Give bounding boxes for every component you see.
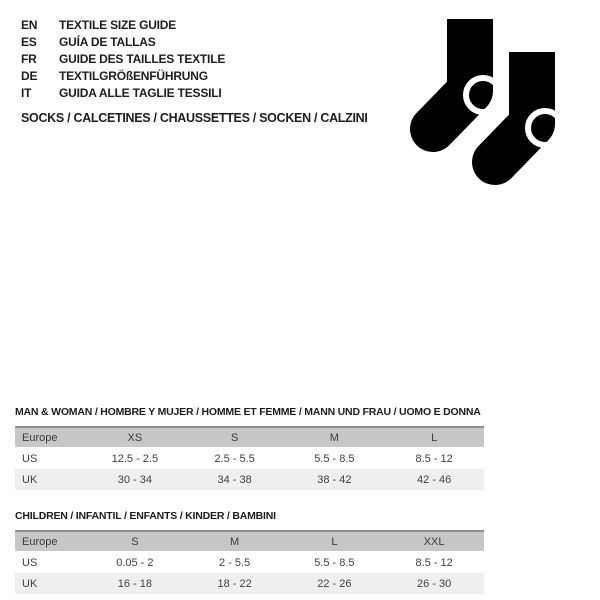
header-cell-size: XS [85,427,185,448]
size-cell: 2 - 5.5 [219,556,251,569]
table-row-uk [15,469,484,490]
region-cell: UK [22,473,38,486]
size-cell: 16 - 18 [117,577,152,590]
size-cell: 18 - 22 [217,577,252,590]
language-row-fr [21,51,225,68]
table-header-row [15,531,484,552]
header-cell-size: M [185,531,285,552]
socks-icon-svg [400,0,590,200]
size-table-adults-block [15,405,484,490]
table-header-row [15,427,484,448]
language-code: ES [21,35,37,49]
size-cell: 22 - 26 [317,577,352,590]
table-row-uk [15,573,484,594]
size-table-adults-title: MAN & WOMAN / HOMBRE Y MUJER / HOMME ET FEMME / MANN UND FRAU / UOMO E DONNA [15,406,481,418]
header-cell-size: L [384,427,484,448]
language-row-en [21,17,225,34]
language-code: DE [21,69,38,83]
language-label: TEXTILGRÖßENFÜHRUNG [59,69,208,83]
region-cell: US [22,556,38,569]
header-cell-region: Europe [15,531,85,552]
size-cell: 0.05 - 2 [116,556,154,569]
sock-right [495,52,562,162]
size-cell: 8.5 - 12 [415,556,453,569]
language-row-es [21,34,225,51]
language-code: EN [21,18,38,32]
header-cell-size: M [285,427,385,448]
size-cell: 2.5 - 5.5 [214,452,255,465]
size-cell: 42 - 46 [417,473,452,486]
language-label: GUIDE DES TAILLES TEXTILE [59,52,226,66]
header-cell-region: Europe [15,427,85,448]
language-label: GUIDA ALLE TAGLIE TESSILI [59,86,222,100]
size-table-children-block [15,509,484,594]
header-cell-size: XXL [384,531,484,552]
table-row-us [15,448,484,470]
header-cell-size: S [185,427,285,448]
size-table-children [15,530,484,594]
language-row-de [21,68,225,85]
region-cell: US [22,452,38,465]
header-cell-size: L [285,531,385,552]
language-label: GUÍA DE TALLAS [59,35,156,49]
language-row-it [21,85,225,102]
language-list [21,17,225,102]
size-table-children-title: CHILDREN / INFANTIL / ENFANTS / KINDER / BAMBINI [15,510,276,522]
size-cell: 34 - 38 [217,473,252,486]
size-cell: 38 - 42 [317,473,352,486]
size-cell: 12.5 - 2.5 [111,452,159,465]
size-cell: 5.5 - 8.5 [314,452,355,465]
table-row-us [15,552,484,574]
region-cell: UK [22,577,38,590]
category-title: SOCKS / CALCETINES / CHAUSSETTES / SOCKEN / CALZINI [21,111,368,125]
header-cell-size: S [85,531,185,552]
language-label: TEXTILE SIZE GUIDE [59,18,177,32]
size-cell: 5.5 - 8.5 [314,556,355,569]
language-code: FR [21,52,37,66]
size-table-adults [15,426,484,490]
sock-left [433,19,500,129]
size-cell: 26 - 30 [417,577,452,590]
language-code: IT [21,86,32,100]
size-cell: 8.5 - 12 [415,452,453,465]
size-cell: 30 - 34 [117,473,152,486]
socks-icon [400,0,590,200]
